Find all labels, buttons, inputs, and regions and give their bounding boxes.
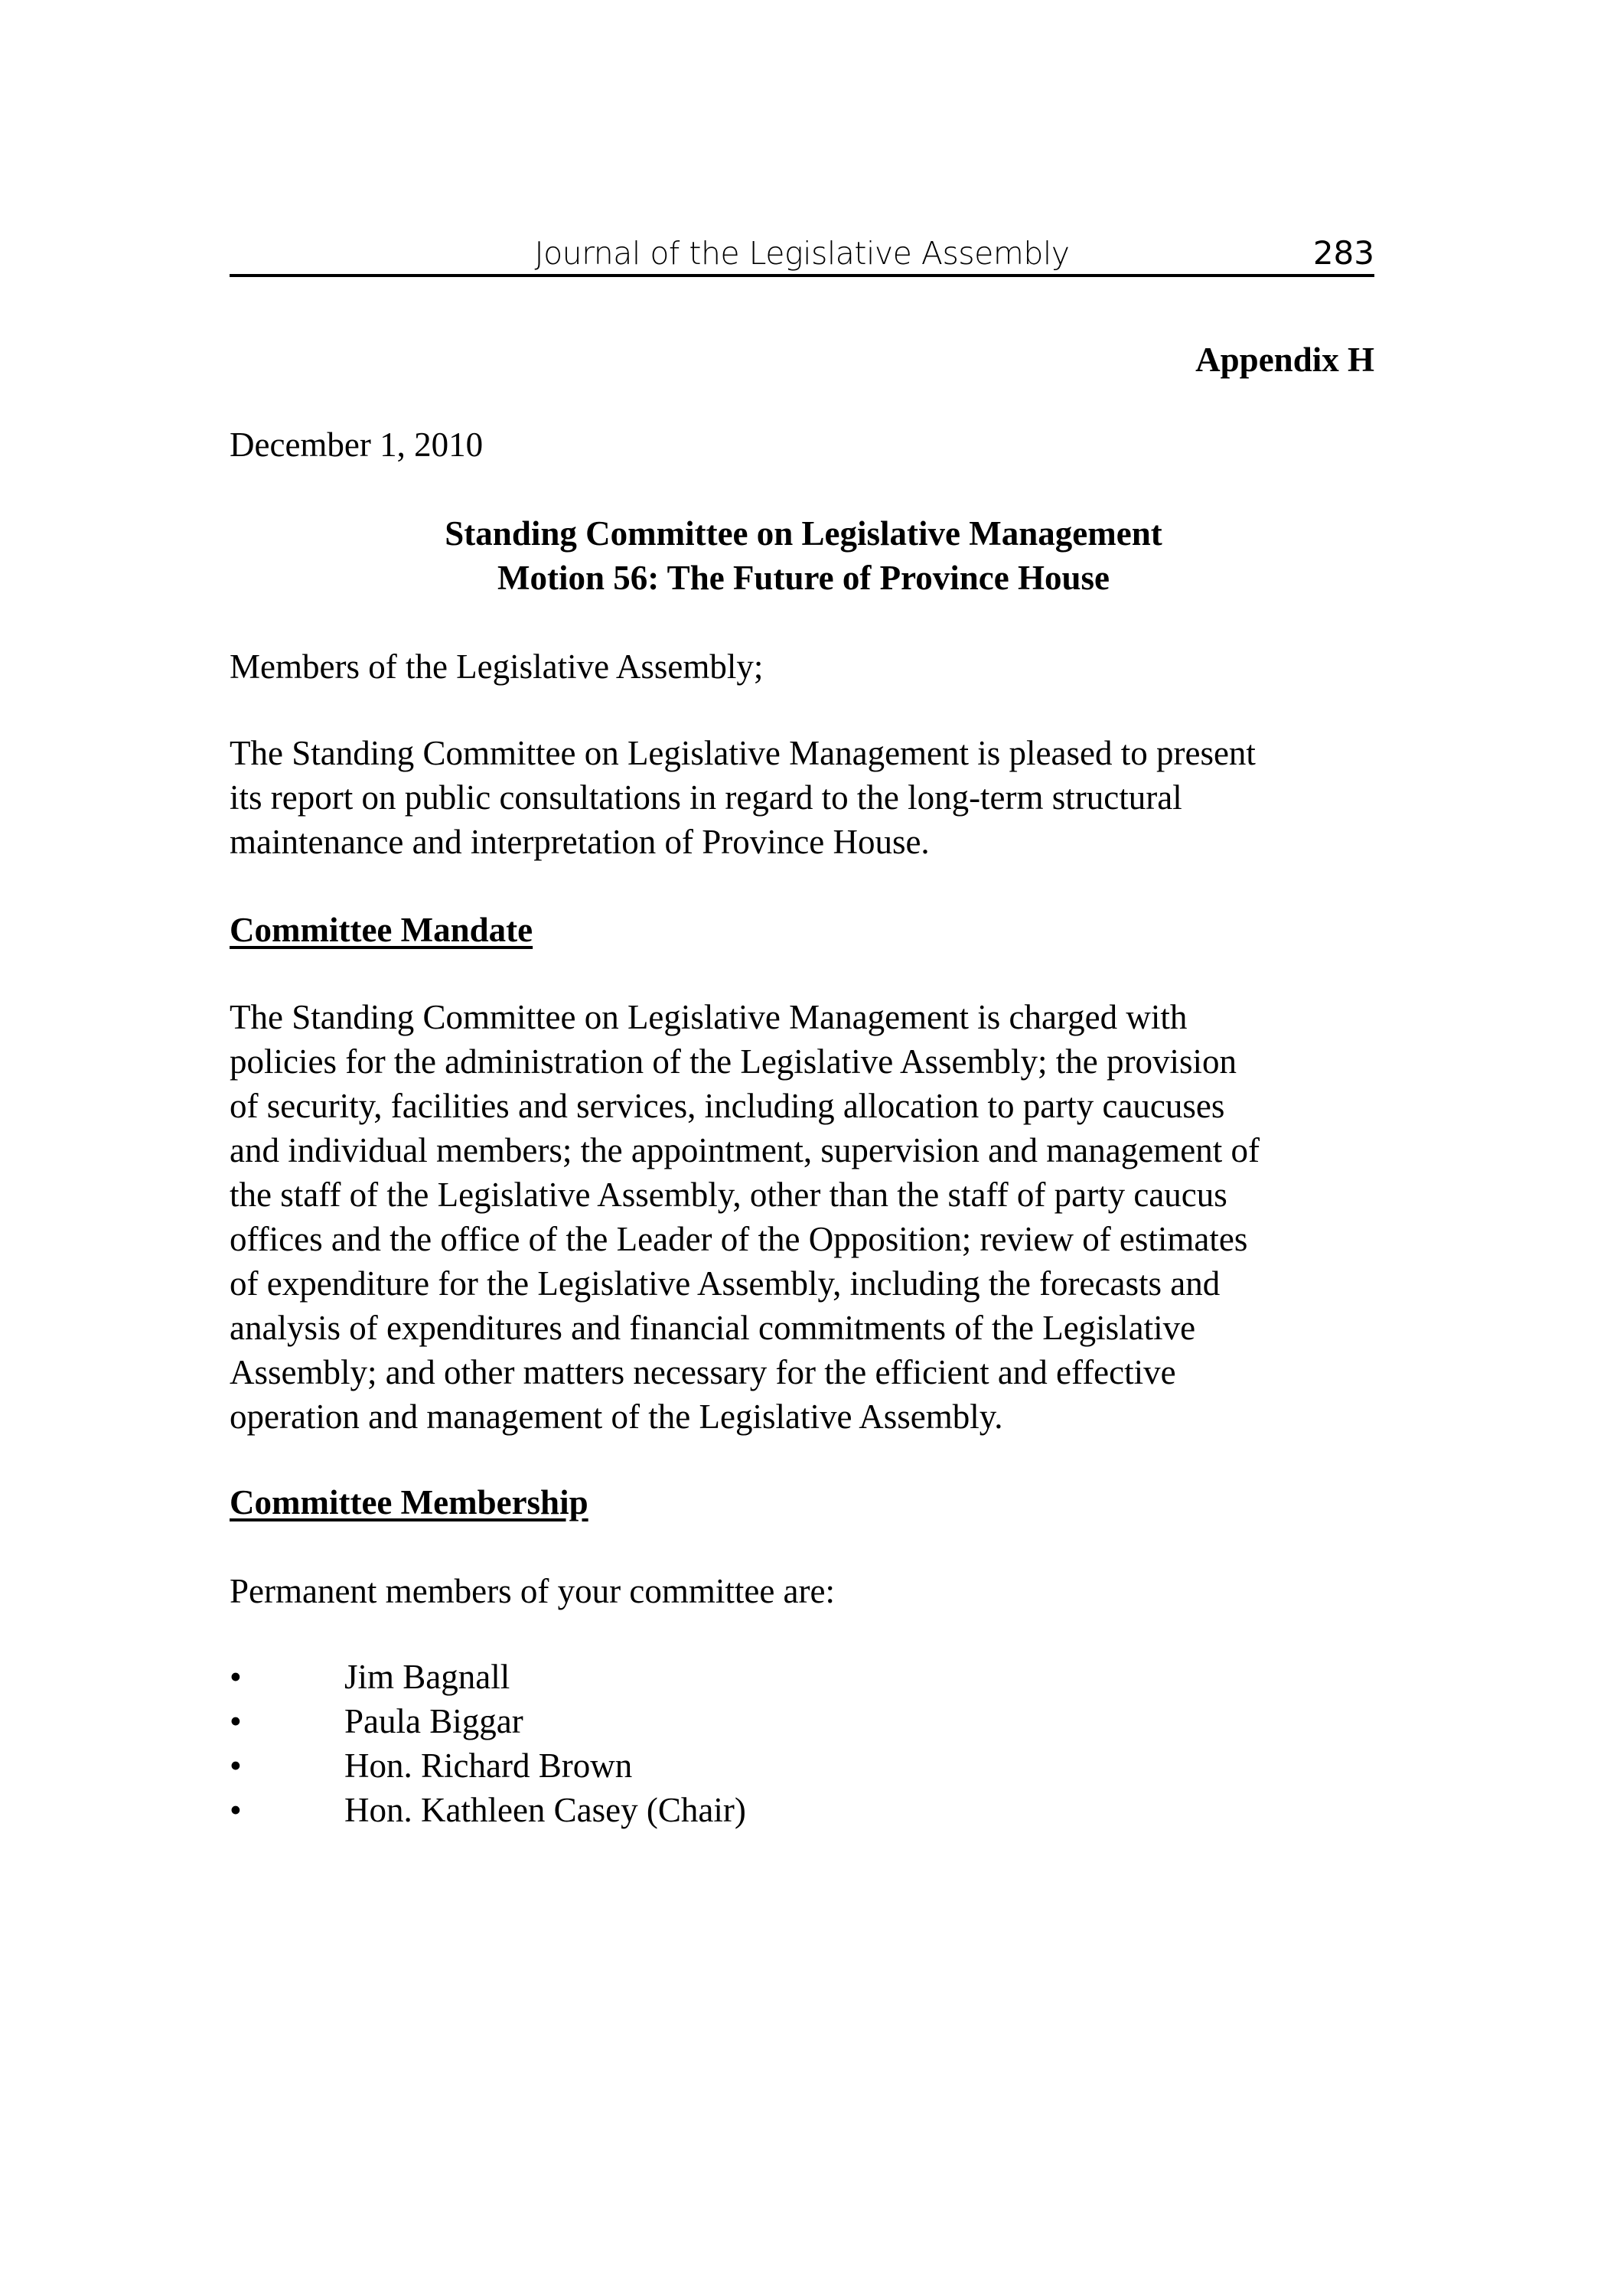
- document-title: [230, 511, 1377, 600]
- mandate-line: and individual members; the appointment, supervision and management of: [230, 1131, 1260, 1169]
- list-item: [230, 1743, 746, 1788]
- salutation: Members of the Legislative Assembly;: [230, 647, 764, 686]
- page-number: 283: [1312, 234, 1374, 272]
- header-rule: [230, 274, 1374, 277]
- member-name: Jim Bagnall: [344, 1658, 510, 1696]
- mandate-line: Assembly; and other matters necessary for the efficient and effective: [230, 1353, 1176, 1391]
- mandate-line: The Standing Committee on Legislative Management is charged with: [230, 998, 1188, 1036]
- list-item: [230, 1788, 746, 1832]
- title-line-2: Motion 56: The Future of Province House: [497, 559, 1110, 597]
- running-header: [230, 227, 1374, 280]
- list-item: [230, 1655, 746, 1699]
- bullet-icon: •: [230, 1746, 242, 1785]
- title-line-1: Standing Committee on Legislative Management: [445, 514, 1162, 553]
- member-name: Hon. Kathleen Casey (Chair): [344, 1791, 746, 1829]
- membership-heading: Committee Membership: [230, 1483, 588, 1521]
- member-list: [230, 1655, 746, 1832]
- mandate-line: operation and management of the Legislative Assembly.: [230, 1397, 1003, 1436]
- intro-paragraph: [230, 731, 1377, 864]
- appendix-label: Appendix H: [1195, 341, 1374, 379]
- mandate-line: of security, facilities and services, including allocation to party caucuses: [230, 1087, 1225, 1125]
- intro-line: its report on public consultations in regard to the long-term structural: [230, 778, 1182, 817]
- document-date: December 1, 2010: [230, 426, 484, 464]
- mandate-line: of expenditure for the Legislative Assembly, including the forecasts and: [230, 1264, 1221, 1303]
- bullet-icon: •: [230, 1658, 242, 1696]
- mandate-line: analysis of expenditures and financial commitments of the Legislative: [230, 1309, 1196, 1347]
- mandate-paragraph: [230, 995, 1377, 1439]
- mandate-line: offices and the office of the Leader of the Opposition; review of estimates: [230, 1220, 1248, 1258]
- intro-line: maintenance and interpretation of Province House.: [230, 823, 930, 861]
- membership-intro: Permanent members of your committee are:: [230, 1572, 835, 1610]
- intro-line: The Standing Committee on Legislative Management is pleased to present: [230, 734, 1256, 772]
- member-name: Hon. Richard Brown: [344, 1746, 633, 1785]
- mandate-line: policies for the administration of the Legislative Assembly; the provision: [230, 1042, 1237, 1081]
- mandate-line: the staff of the Legislative Assembly, other than the staff of party caucus: [230, 1176, 1227, 1214]
- journal-title: Journal of the Legislative Assembly: [534, 235, 1070, 272]
- member-name: Paula Biggar: [344, 1702, 523, 1740]
- bullet-icon: •: [230, 1702, 242, 1740]
- list-item: [230, 1699, 746, 1743]
- mandate-heading: Committee Mandate: [230, 911, 533, 949]
- bullet-icon: •: [230, 1791, 242, 1829]
